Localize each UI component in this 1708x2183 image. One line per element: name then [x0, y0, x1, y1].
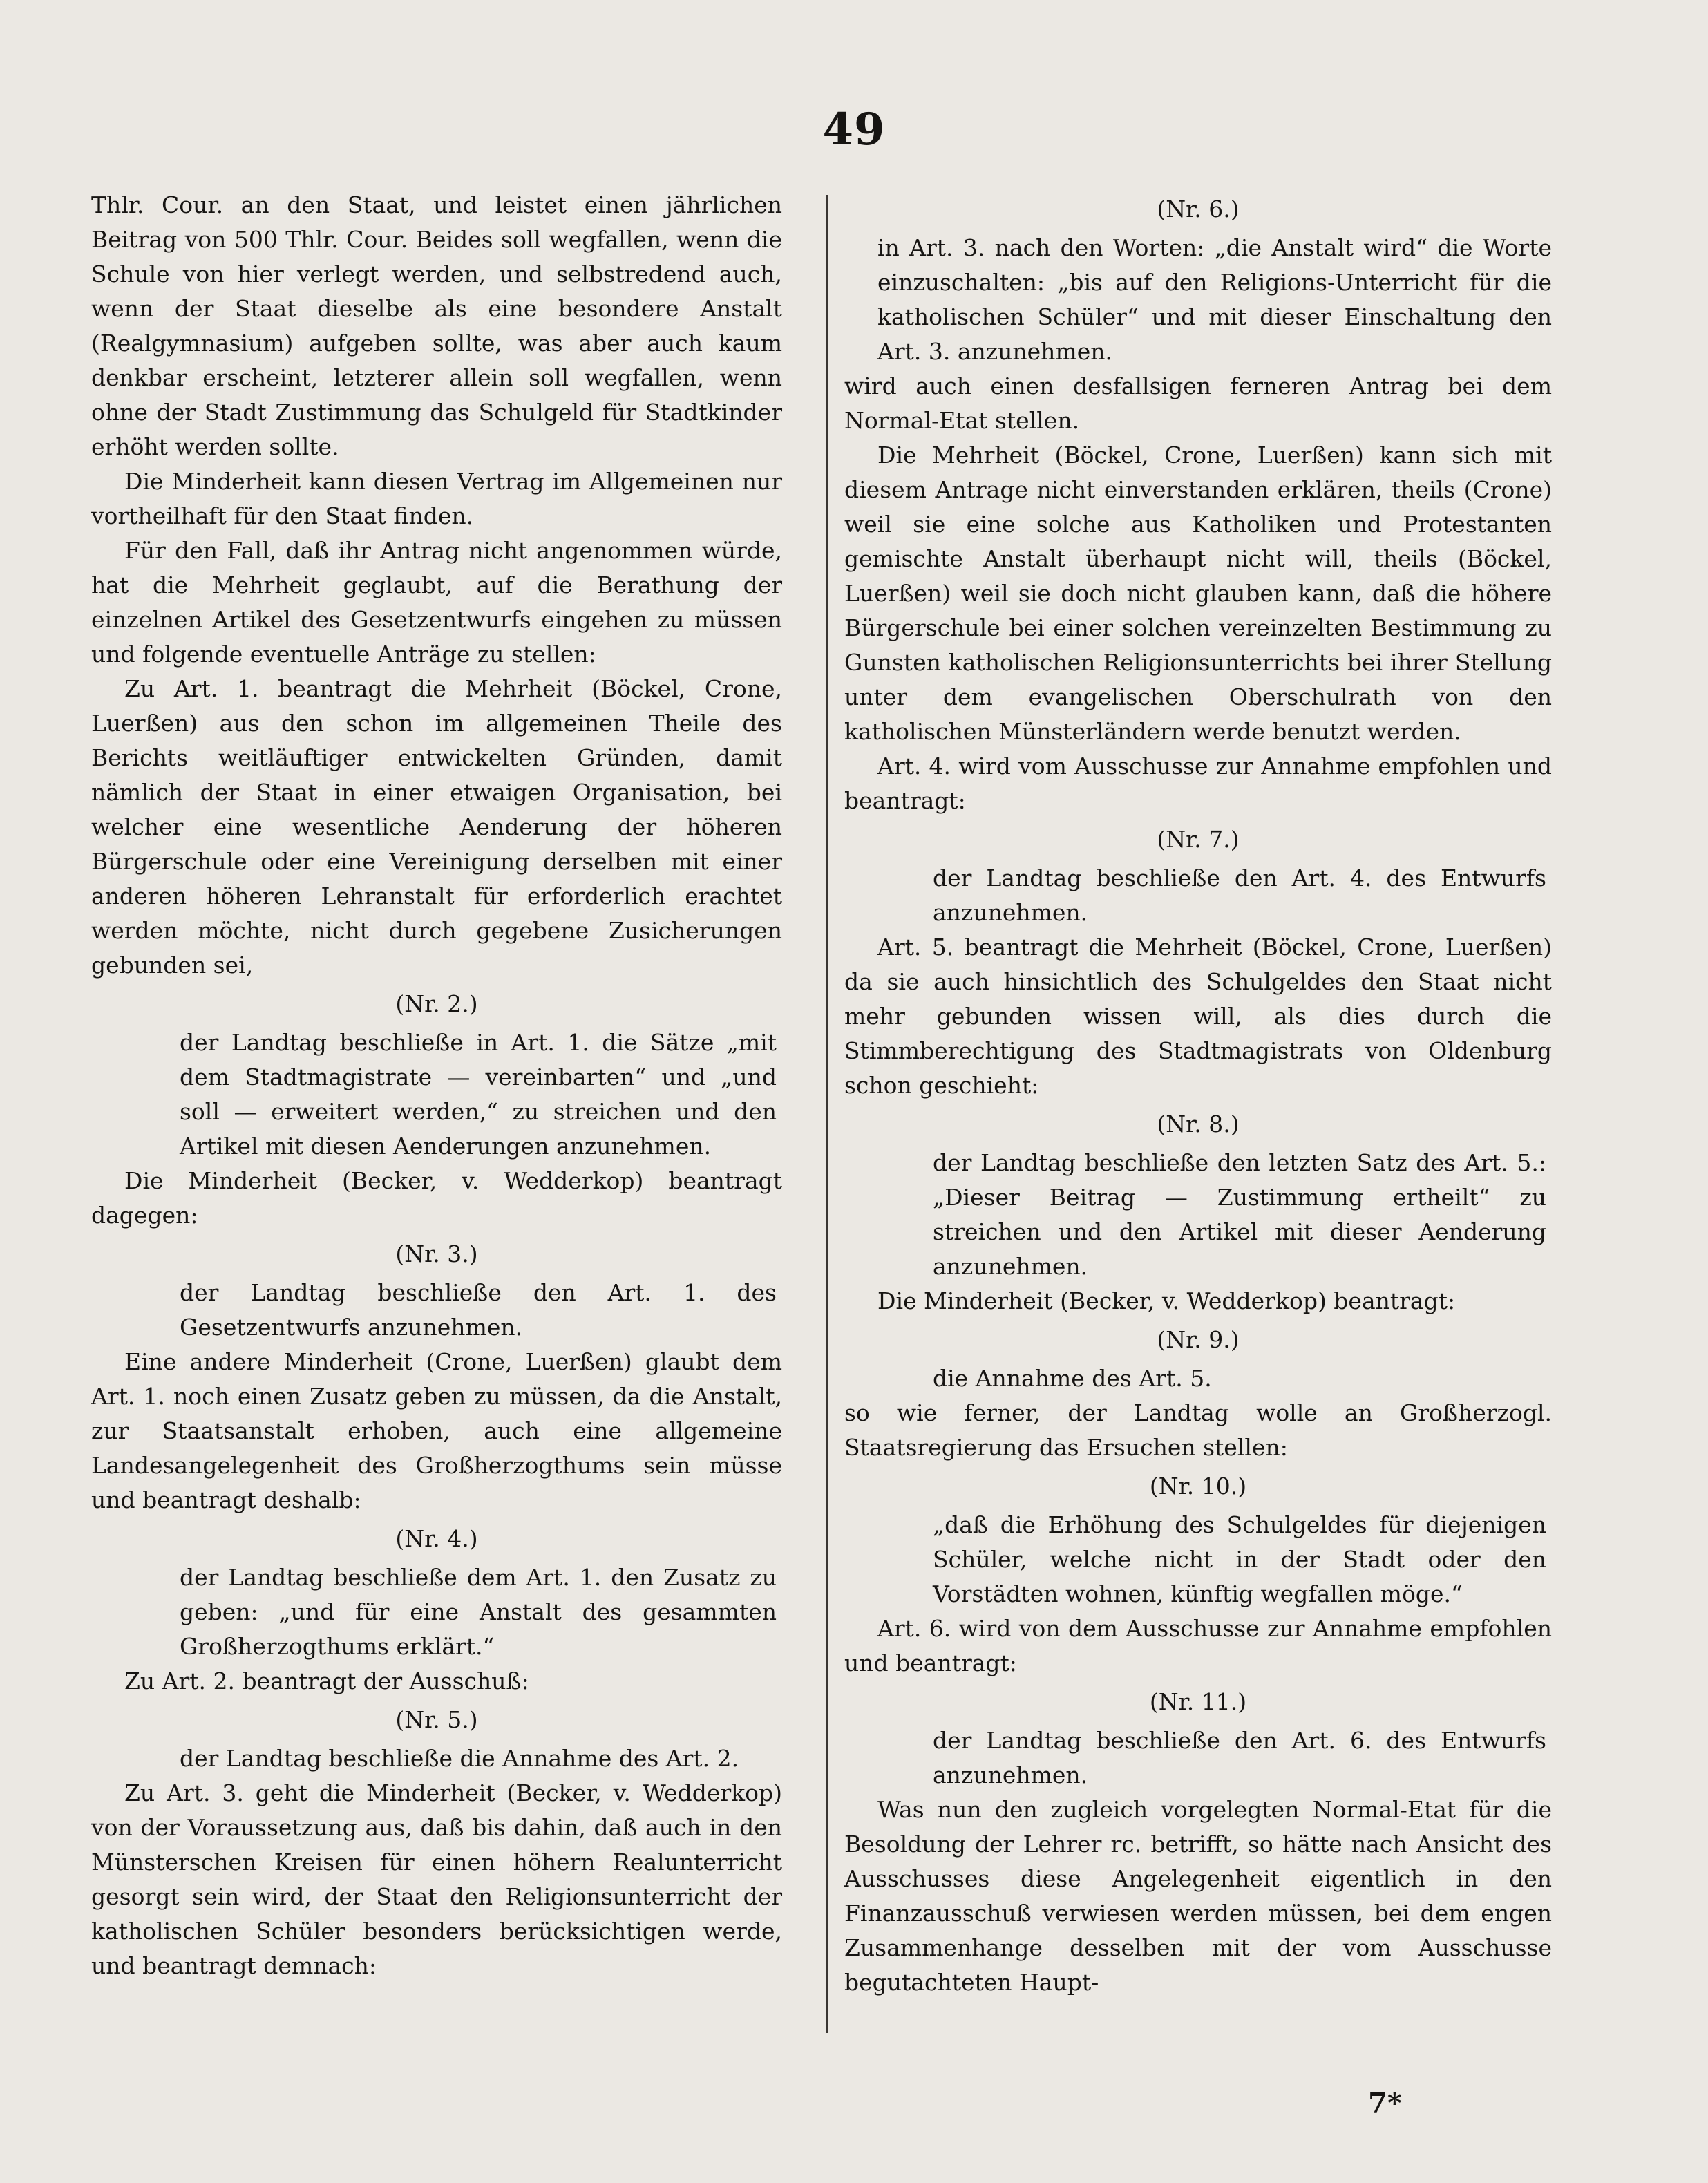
paragraph: Die Minderheit kann diesen Vertrag im Allgemeinen nur vortheilhaft für den Staat finden.: [91, 468, 782, 529]
left-column: [91, 188, 782, 1983]
motion-text: der Landtag beschließe den Art. 6. des Entwurfs anzunehmen.: [933, 1727, 1546, 1788]
motion-number-heading: (Nr. 5.): [395, 1706, 478, 1733]
motion-text: die Annahme des Art. 5.: [933, 1365, 1212, 1392]
paragraph: Thlr. Cour. an den Staat, und leistet einen jährlichen Beitrag von 500 Thlr. Cour. Beides soll wegfallen, wenn die Schule von hier verlegt werden, und selbstredend auch, wenn der Staat dieselbe als eine besondere Anstalt (Realgymnasium) aufgeben sollte, was aber auch kaum denkbar erscheint, letzterer allein soll wegfallen, wenn ohne der Stadt Zustimmung das Schulgeld für Stadtkinder erhöht werden sollte.: [91, 191, 782, 460]
paragraph: so wie ferner, der Landtag wolle an Großherzogl. Staatsregierung das Ersuchen stellen:: [844, 1399, 1552, 1461]
motion-number-heading: (Nr. 8.): [1157, 1111, 1240, 1137]
motion-number-heading: (Nr. 2.): [395, 990, 478, 1017]
motion-text: der Landtag beschließe dem Art. 1. den Zusatz zu geben: „und für eine Anstalt des gesammten Großherzogthums erklärt.“: [180, 1564, 777, 1660]
motion-text: „daß die Erhöhung des Schulgeldes für diejenigen Schüler, welche nicht in der Stadt oder den Vorstädten wohnen, künftig wegfallen möge.“: [933, 1511, 1546, 1607]
paragraph: Zu Art. 3. geht die Minderheit (Becker, v. Wedderkop) von der Voraussetzung aus, daß bis dahin, daß auch in den Münsterschen Kreisen für einen höhern Realunterricht gesorgt sein wird, der Staat den Religionsunterricht der katholischen Schüler besonders berücksichtigen werde, und beantragt demnach:: [91, 1779, 782, 1979]
signature-mark: 7*: [1368, 2087, 1402, 2119]
motion-number-heading: (Nr. 4.): [395, 1525, 478, 1552]
motion-number-heading: (Nr. 9.): [1157, 1326, 1240, 1353]
paragraph: Die Mehrheit (Böckel, Crone, Luerßen) kann sich mit diesem Antrage nicht einverstanden erklären, theils (Crone) weil sie eine solche aus Katholiken und Protestanten gemischte Anstalt überhaupt nicht will, theils (Böckel, Luerßen) weil sie doch nicht glauben kann, daß die höhere Bürgerschule bei einer solchen vereinzelten Bestimmung zu Gunsten katholischen Religionsunterrichts bei ihrer Stellung unter dem evangelischen Oberschulrath von den katholischen Münsterländern werde benutzt werden.: [844, 442, 1552, 745]
motion-number-heading: (Nr. 10.): [1149, 1473, 1247, 1500]
paragraph: Die Minderheit (Becker, v. Wedderkop) beantragt:: [877, 1287, 1456, 1314]
motion-text: der Landtag beschließe den letzten Satz des Art. 5.: „Dieser Beitrag — Zustimmung ertheilt“ zu streichen und den Artikel mit dieser Aenderung anzunehmen.: [933, 1149, 1546, 1280]
motion-number-heading: (Nr. 6.): [1157, 196, 1240, 223]
paragraph: Zu Art. 1. beantragt die Mehrheit (Böckel, Crone, Luerßen) aus den schon im allgemeinen Theile des Berichts weitläuftiger entwickelten Gründen, damit nämlich der Staat in einer etwaigen Organisation, bei welcher eine wesentliche Aenderung der höheren Bürgerschule oder eine Vereinigung derselben mit einer anderen höheren Lehranstalt für erforderlich erachtet werden möchte, nicht durch gegebene Zusicherungen gebunden sei,: [91, 675, 782, 979]
motion-text: der Landtag beschließe den Art. 1. des Gesetzentwurfs anzunehmen.: [180, 1279, 777, 1341]
paragraph: Zu Art. 2. beantragt der Ausschuß:: [124, 1667, 529, 1694]
motion-text: der Landtag beschließe in Art. 1. die Sätze „mit dem Stadtmagistrate — vereinbarten“ und „und soll — erweitert werden,“ zu streichen und den Artikel mit diesen Aenderungen anzunehmen.: [180, 1029, 777, 1160]
motion-text: der Landtag beschließe die Annahme des Art. 2.: [180, 1745, 739, 1772]
motion-text: in Art. 3. nach den Worten: „die Anstalt wird“ die Worte einzuschalten: „bis auf den Religions-Unterricht für die katholischen Schüler“ und mit dieser Einschaltung den Art. 3. anzunehmen.: [877, 234, 1552, 365]
motion-number-heading: (Nr. 7.): [1157, 826, 1240, 853]
paragraph: Art. 4. wird vom Ausschusse zur Annahme empfohlen und beantragt:: [844, 753, 1552, 814]
paragraph: Art. 5. beantragt die Mehrheit (Böckel, Crone, Luerßen) da sie auch hinsichtlich des Schulgeldes den Staat nicht mehr gebunden wissen will, als dies durch die Stimmberechtigung des Stadtmagistrats von Oldenburg schon geschieht:: [844, 934, 1552, 1099]
page-number: 49: [822, 104, 886, 155]
motion-number-heading: (Nr. 11.): [1149, 1688, 1247, 1715]
paragraph: Für den Fall, daß ihr Antrag nicht angenommen würde, hat die Mehrheit geglaubt, auf die Berathung der einzelnen Artikel des Gesetzentwurfs eingehen zu müssen und folgende eventuelle Anträge zu stellen:: [91, 537, 782, 668]
paragraph: wird auch einen desfallsigen ferneren Antrag bei dem Normal-Etat stellen.: [844, 372, 1552, 434]
right-column: [844, 188, 1552, 2000]
paragraph: Art. 6. wird von dem Ausschusse zur Annahme empfohlen und beantragt:: [844, 1615, 1552, 1676]
paragraph: Die Minderheit (Becker, v. Wedderkop) beantragt dagegen:: [91, 1167, 782, 1229]
column-divider: [826, 195, 828, 2033]
paragraph: Was nun den zugleich vorgelegten Normal-Etat für die Besoldung der Lehrer rc. betrifft, so hätte nach Ansicht des Ausschusses diese Angelegenheit eigentlich in den Finanzausschuß verwiesen werden müssen, bei dem engen Zusammenhange desselben mit der vom Ausschusse begutachteten Haupt-: [844, 1796, 1552, 1996]
paragraph: Eine andere Minderheit (Crone, Luerßen) glaubt dem Art. 1. noch einen Zusatz geben zu müssen, da die Anstalt, zur Staatsanstalt erhoben, auch eine allgemeine Landesangelegenheit des Großherzogthums sein müsse und beantragt deshalb:: [91, 1348, 782, 1513]
motion-text: der Landtag beschließe den Art. 4. des Entwurfs anzunehmen.: [933, 864, 1546, 926]
motion-number-heading: (Nr. 3.): [395, 1240, 478, 1267]
